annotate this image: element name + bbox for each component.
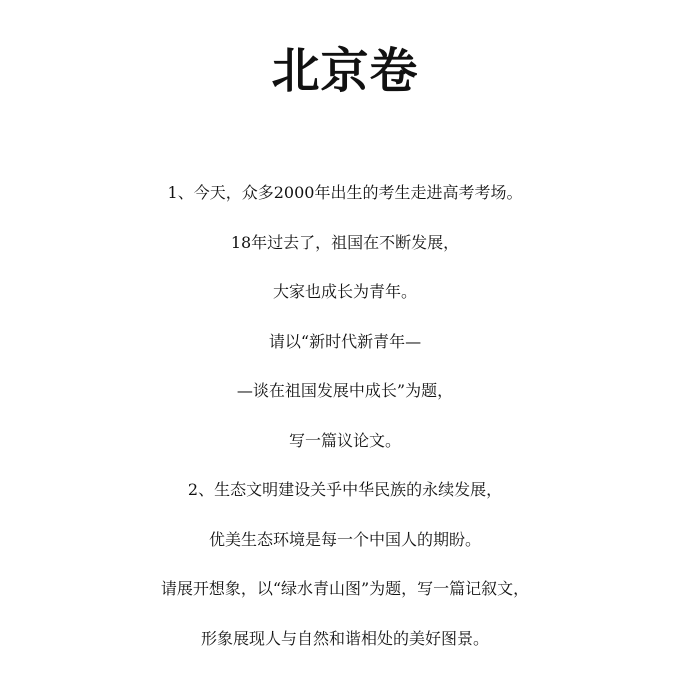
prompt-1-line-3: 大家也成长为青年。 bbox=[272, 282, 417, 301]
prompt-2-line-1: 2、生态文明建设关乎中华民族的永续发展， bbox=[187, 480, 503, 499]
prompt-2-line-4: 形象展现人与自然和谐相处的美好图景。 bbox=[200, 628, 489, 648]
page-title: 北京卷 bbox=[271, 43, 419, 99]
prompt-1-line-5: —谈在祖国发展中成长”为题， bbox=[236, 381, 454, 400]
prompt-1-line-1: 1、今天，众多2000年出生的考生走进高考考场。 bbox=[167, 183, 523, 202]
prompt-1-line-2: 18年过去了，祖国在不断发展， bbox=[230, 232, 460, 252]
prompt-1-line-4: 请以“新时代新青年— bbox=[268, 331, 422, 351]
essay-prompts bbox=[0, 168, 690, 663]
prompt-2-line-3: 请展开想象，以“绿水青山图”为题，写一篇记叙文， bbox=[160, 579, 530, 598]
prompt-2-line-2: 优美生态环境是每一个中国人的期盼。 bbox=[208, 529, 481, 549]
prompt-1-line-6: 写一篇议论文。 bbox=[288, 430, 401, 450]
